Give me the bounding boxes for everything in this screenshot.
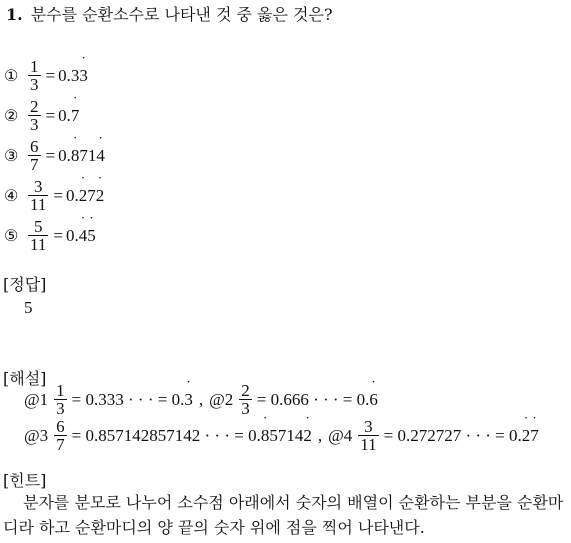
decimal-lead: 0. <box>65 225 79 245</box>
option-5 <box>4 218 96 253</box>
repeating-digit: 3 ˙ <box>79 66 88 86</box>
solution-tag: @4 <box>328 425 353 445</box>
solution-line-2 <box>24 418 539 453</box>
expansion: = 0.333 · · · = 0. <box>71 389 185 409</box>
repeating-start-digit: 4 ˙ <box>79 226 88 246</box>
question-title <box>6 2 333 25</box>
numerator: 3 <box>33 177 43 196</box>
option-1 <box>4 58 88 93</box>
repeating-end-digit: 4 ˙ <box>96 146 105 166</box>
repeating-start-digit: 8 ˙ <box>261 426 270 446</box>
repeating-digit: 3 ˙ <box>184 390 193 410</box>
solution-tag: @1 <box>24 389 49 409</box>
hint-text: 분자를 분모로 나누어 소수점 아래에서 숫자의 배열이 순환하는 부분을 순환마디라 하고 순환마디의 양 끝의 숫자 위에 점을 찍어 나타낸다. <box>3 493 564 537</box>
numerator: 1 <box>56 381 65 400</box>
denominator: 11 <box>30 195 47 214</box>
repeating-start-digit: 2 ˙ <box>522 426 531 446</box>
answer-value: 5 <box>24 298 33 317</box>
fraction <box>28 58 41 93</box>
fraction <box>28 98 41 133</box>
answer-label: [정답] <box>3 275 47 294</box>
equals-sign: = <box>53 185 63 205</box>
numerator: 2 <box>241 381 250 400</box>
repeating-end-digit: 2 ˙ <box>303 426 312 446</box>
numerator: 6 <box>30 137 39 156</box>
option-mark: ⑤ <box>4 227 19 245</box>
expansion: = 0.857142857142 · · · = 0. <box>71 425 261 445</box>
option-mark: ③ <box>4 147 19 165</box>
repeating-digit: 7 ˙ <box>71 106 80 126</box>
repeating-middle: 7 <box>87 185 96 205</box>
denominator: 3 <box>30 75 39 94</box>
denominator: 3 <box>241 399 250 418</box>
decimal-lead: 0. <box>58 105 71 125</box>
fraction <box>54 382 67 417</box>
denominator: 11 <box>360 435 377 454</box>
fraction <box>239 382 252 417</box>
repeating-middle: 71 <box>79 145 97 165</box>
option-mark: ① <box>4 67 19 85</box>
denominator: 7 <box>56 435 65 454</box>
decimal-lead: 0. <box>58 145 71 165</box>
numerator: 6 <box>56 417 65 436</box>
denominator: 7 <box>30 155 39 174</box>
numerator: 3 <box>364 417 373 436</box>
solution-tag: @3 <box>24 425 49 445</box>
separator: , <box>317 425 323 445</box>
hint-label: [힌트] <box>3 471 47 490</box>
solution-label: [해설] <box>3 369 47 388</box>
question-text: 분수를 순환소수로 나타낸 것 중 옳은 것은? <box>30 5 333 24</box>
numerator: 5 <box>33 217 43 236</box>
equals-sign: = <box>45 105 56 125</box>
question-number: 1. <box>6 5 23 24</box>
decimal-lead: 0.3 <box>58 65 80 85</box>
denominator: 3 <box>56 399 65 418</box>
expansion: = 0.272727 · · · = 0. <box>383 425 522 445</box>
fraction <box>358 418 378 453</box>
option-4 <box>4 178 104 213</box>
repeating-start-digit: 2 ˙ <box>79 186 88 206</box>
option-3 <box>4 138 105 173</box>
repeating-middle: 5714 <box>269 425 304 445</box>
equals-sign: = <box>53 225 63 245</box>
option-mark: ② <box>4 107 19 125</box>
fraction <box>28 138 41 173</box>
option-mark: ④ <box>4 187 19 205</box>
option-2 <box>4 98 79 133</box>
repeating-end-digit: 2 ˙ <box>96 186 105 206</box>
separator: , <box>198 389 204 409</box>
numerator: 1 <box>30 57 39 76</box>
repeating-end-digit: 5 ˙ <box>87 226 96 246</box>
equals-sign: = <box>45 145 56 165</box>
fraction <box>28 178 48 213</box>
fraction <box>54 418 67 453</box>
solution-line-1 <box>24 382 378 417</box>
expansion: = 0.666 · · · = 0. <box>256 389 370 409</box>
solution-tag: @2 <box>209 389 234 409</box>
numerator: 2 <box>30 97 39 116</box>
repeating-digit: 6 ˙ <box>369 390 378 410</box>
fraction <box>28 218 48 253</box>
denominator: 3 <box>30 115 39 134</box>
repeating-start-digit: 8 ˙ <box>71 146 80 166</box>
denominator: 11 <box>30 235 47 254</box>
decimal-lead: 0. <box>65 185 79 205</box>
equals-sign: = <box>45 65 56 85</box>
repeating-end-digit: 7 ˙ <box>530 426 539 446</box>
